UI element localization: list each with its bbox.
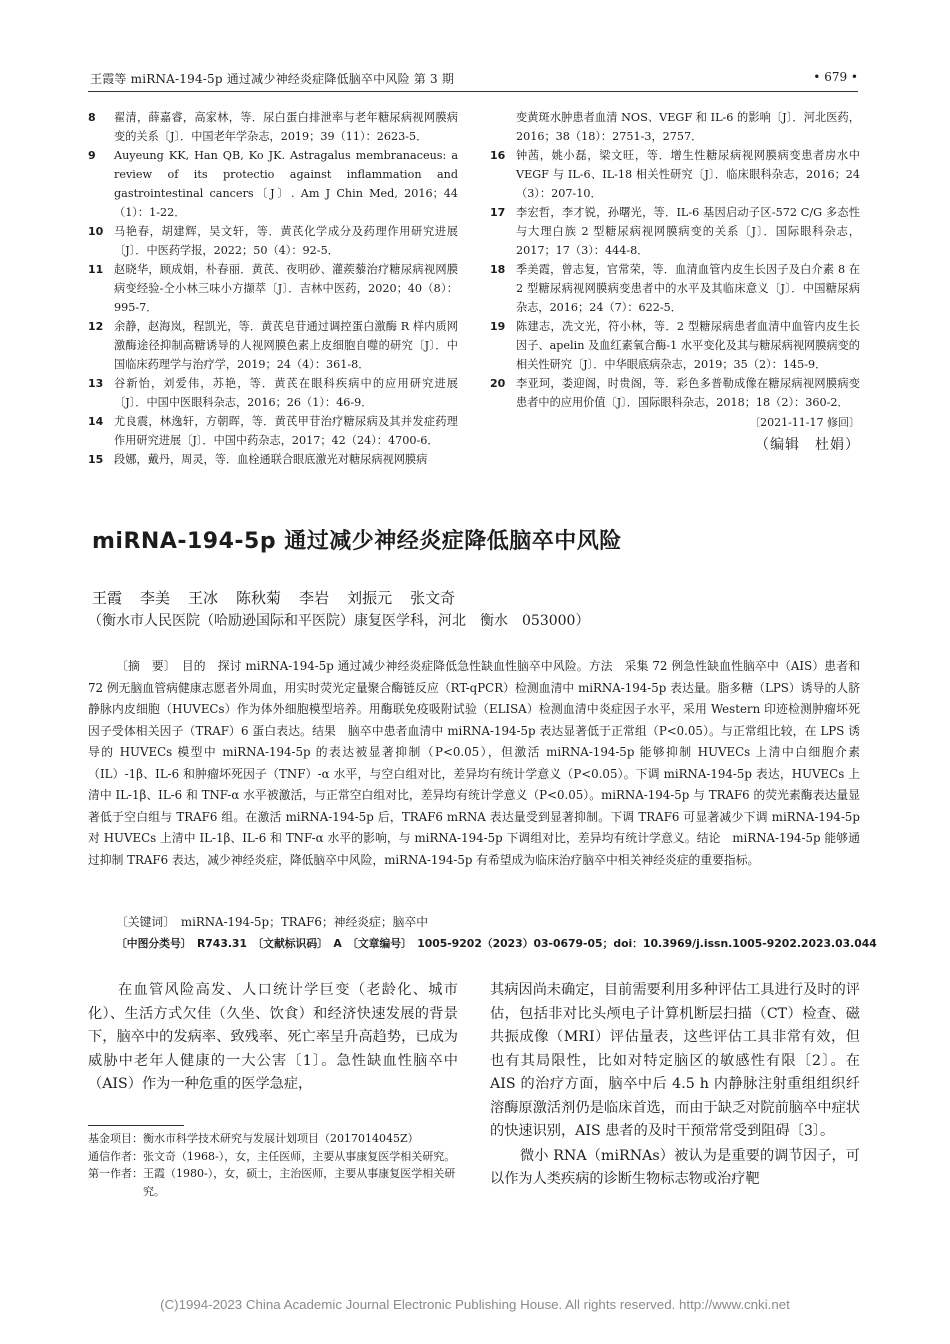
reference-number: 10 <box>88 225 104 238</box>
reference-text: 李亚珂，娄迎阁，时贵阁，等．彩色多普勒成像在糖尿病视网膜病变患者中的应用价值〔J〕．国际眼科杂志，2018；18（2）：360-2． <box>516 377 860 409</box>
reference-number: 9 <box>88 149 96 162</box>
reference-item <box>88 146 458 222</box>
reference-number: 16 <box>490 149 506 162</box>
reference-item <box>490 203 860 260</box>
reference-number: 18 <box>490 263 506 276</box>
author-name: 张文奇 <box>410 589 456 607</box>
reference-item <box>490 317 860 374</box>
author-name: 李美 <box>140 589 171 607</box>
reference-item <box>88 374 458 412</box>
body-paragraph: 其病因尚未确定，目前需要利用多种评估工具进行及时的评估，包括非对比头颅电子计算机断层扫描（CT）检查、磁共振成像（MRI）评估量表，这些评估工具非常有效，但也有其局限性，比如对特定脑区的敏感性有限〔2〕。在 AIS 的治疗方面，脑卒中后 4.5 h 内静脉注射重组组织纤溶酶原激活剂仍是临床首选，而由于缺乏对院前脑卒中症状的快速识别，AIS 患者的及时干预常常受到阻碍〔3〕。 <box>490 982 860 1139</box>
footnote-text: 张文奇（1968-），女，主任医师，主要从事康复医学相关研究。 <box>143 1149 456 1163</box>
reference-item <box>490 374 860 412</box>
references-right-column <box>490 108 860 455</box>
body-text-left: 在血管风险高发、人口统计学巨变（老龄化、城市化）、生活方式欠佳（久坐、饮食）和经济快速发展的背景下，脑卒中的发病率、致残率、死亡率呈升高趋势，已成为威胁中老年人健康的一大公害〔1〕。急性缺血性脑卒中（AIS）作为一种危重的医学急症， <box>88 982 458 1092</box>
reference-item <box>88 317 458 374</box>
abstract: 〔摘 要〕 目的 探讨 miRNA-194-5p 通过减少神经炎症降低急性缺血性脑卒中风险。方法 采集 72 例急性缺血性脑卒中（AIS）患者和 72 例无脑血管病健康志愿者外周血，用实时荧光定量聚合酶链反应（RT-qPCR）检测血清中 miRNA-194-5p 表达量。脂多糖（LPS）诱导的人脐静脉内皮细胞（HUVECs）作为体外细胞模型培养。用酶联免疫吸附试验（ELISA）检测血清中炎症因子水平，采用 Western 印迹检测肿瘤坏死因子受体相关因子（TRAF）6 蛋白表达。结果 脑卒中患者血清中 miRNA-194-5p 表达显著低于正常组（P<0.05）。与正常组比较，在 LPS 诱导的 HUVECs 模型中 miRNA-194-5p 的表达被显著抑制（P<0.05），但激活 miRNA-194-5p 能够抑制 HUVECs 上清中白细胞介素（IL）-1β、IL-6 和肿瘤坏死因子（TNF）-α 水平，与空白组对比，差异均有统计学意义（P<0.05）。下调 miRNA-194-5p 表达，HUVECs 上清中 IL-1β、IL-6 和 TNF-α 水平被激活，与正常空白组对比，差异均有统计学意义（P<0.05）。miRNA-194-5p 与 TRAF6 的荧光素酶表达量显著低于空白组与 TRAF6 组。在激活 miRNA-194-5p 后，TRAF6 mRNA 表达量受到显著抑制。下调 TRAF6 可显著减少下调 miRNA-194-5p 对 HUVECs 上清中 IL-1β、IL-6 和 TNF-α 水平的影响，与 miRNA-194-5p 下调组对比，差异均有统计学意义。结论 miRNA-194-5p 能够通过抑制 TRAF6 表达，减少神经炎症，降低脑卒中风险，miRNA-194-5p 有希望成为临床治疗脑卒中相关神经炎症的重要指标。 <box>88 659 860 867</box>
reference-item <box>88 412 458 450</box>
editor-note: （编辑 杜娟） <box>755 437 860 453</box>
reference-number: 19 <box>490 320 506 333</box>
footnote-item <box>88 1130 463 1148</box>
author-name: 王霞 <box>92 589 123 607</box>
footnote-label: 第一作者： <box>88 1167 143 1180</box>
reference-text: 马艳春，胡建辉，吴文轩，等．黄芪化学成分及药理作用研究进展〔J〕．中医药学报，2022；50（4）：92-5． <box>114 225 458 257</box>
reference-item <box>88 450 458 469</box>
reference-number: 8 <box>88 111 96 124</box>
keywords: 〔关键词〕 miRNA-194-5p；TRAF6；神经炎症；脑卒中 <box>116 915 429 929</box>
reference-number: 12 <box>88 320 104 333</box>
reference-item <box>490 260 860 317</box>
reference-text: 翟清，薛嘉睿，高家林，等．尿白蛋白排泄率与老年糖尿病视网膜病变的关系〔J〕．中国老年学杂志，2019；39（11）：2623-5． <box>114 111 458 143</box>
footnote-item <box>88 1148 463 1166</box>
footnotes <box>88 1130 463 1200</box>
reference-text: Auyeung KK, Han QB, Ko JK. Astragalus membranaceus: a review of its protectio against inflammation and gastrointestinal cancers〔J〕. Am J Chin Med, 2016；44（1）：1-22． <box>114 149 458 219</box>
revised-date: 〔2021-11-17 修回〕 <box>749 416 860 429</box>
author-name: 陈秋菊 <box>236 589 282 607</box>
reference-number: 13 <box>88 377 104 390</box>
affiliation: （衡水市人民医院（哈励逊国际和平医院）康复医学科，河北 衡水 053000） <box>88 613 590 629</box>
classification-info: 〔中图分类号〕 R743.31 〔文献标识码〕 A 〔文章编号〕 1005-9202（2023）03-0679-05；doi：10.3969/j.issn.1005-9202.2023.03.044 <box>116 937 877 950</box>
reference-number: 11 <box>88 263 104 276</box>
reference-item <box>88 260 458 317</box>
reference-text: 谷新怡，刘爱伟，苏艳，等．黄芪在眼科疾病中的应用研究进展〔J〕．中国中医眼科杂志，2016；26（1）：46-9． <box>114 377 458 409</box>
reference-item <box>88 222 458 260</box>
reference-text: 尤良震，林逸轩，方朝晖，等．黄芪甲苷治疗糖尿病及其并发症药理作用研究进展〔J〕．中国中药杂志，2017；42（24）：4700-6． <box>114 415 458 447</box>
author-name: 王冰 <box>188 589 219 607</box>
footnote-text: 王霞（1980-），女，硕士，主治医师，主要从事康复医学相关研究。 <box>143 1167 456 1198</box>
reference-number: 20 <box>490 377 506 390</box>
running-header: 王霞等 miRNA-194-5p 通过减少神经炎症降低脑卒中风险 第 3 期 <box>90 72 455 86</box>
article-title: miRNA-194-5p 通过减少神经炎症降低脑卒中风险 <box>92 529 622 554</box>
reference-number: 17 <box>490 206 506 219</box>
page-number: • 679 • <box>813 70 858 84</box>
reference-text: 段娜，戴丹，周灵，等．血栓通联合眼底激光对糖尿病视网膜病 <box>114 453 428 466</box>
footnote-text: 衡水市科学技术研究与发展计划项目（2017014045Z） <box>143 1132 419 1145</box>
reference-15-continued: 变黄斑水肿患者血清 NOS、VEGF 和 IL-6 的影响〔J〕．河北医药，2016；38（18）：2751-3，2757． <box>516 111 860 143</box>
reference-number: 15 <box>88 453 104 466</box>
author-name: 刘振元 <box>347 589 393 607</box>
footnote-label: 基金项目： <box>88 1132 143 1145</box>
reference-item <box>490 146 860 203</box>
reference-number: 14 <box>88 415 104 428</box>
author-name: 李岩 <box>299 589 330 607</box>
reference-item <box>88 108 458 146</box>
author-list <box>92 587 473 608</box>
footnote-label: 通信作者： <box>88 1149 143 1163</box>
footnote-item <box>88 1165 463 1200</box>
references-left-column <box>88 108 458 469</box>
reference-text: 李宏哲，李才锐，孙曙光，等．IL-6 基因启动子区-572 C/G 多态性与大理白族 2 型糖尿病视网膜病变的关系〔J〕．国际眼科杂志，2017；17（3）：444-8． <box>516 206 860 257</box>
body-text-right <box>490 979 860 1192</box>
reference-text: 余静，赵海岚，程凯光，等．黄芪皂苷通过调控蛋白激酶 R 样内质网激酶途径抑制高糖诱导的人视网膜色素上皮细胞自噬的研究〔J〕．中国临床药理学与治疗学，2019；24（4）：361-8． <box>114 320 458 371</box>
body-paragraph: 微小 RNA（miRNAs）被认为是重要的调节因子，可以作为人类疾病的诊断生物标志物或治疗靶 <box>490 1147 860 1187</box>
reference-text: 赵晓华，顾成娟，朴春丽．黄芪、夜明砂、灌蒺藜治疗糖尿病视网膜病变经验-仝小林三味小方撷萃〔J〕．吉林中医药，2020；40（8）：995-7． <box>114 263 458 314</box>
reference-text: 钟茜，姚小磊，梁文旺，等．增生性糖尿病视网膜病变患者房水中 VEGF 与 IL-6、IL-18 相关性研究〔J〕．临床眼科杂志，2016；24（3）：207-10． <box>516 149 860 200</box>
references-right-list <box>490 146 860 412</box>
footnote-rule <box>88 1125 184 1126</box>
reference-text: 陈建志，冼文光，符小林，等．2 型糖尿病患者血清中血管内皮生长因子、apelin 及血红素氧合酶-1 水平变化及其与糖尿病视网膜病变的相关性研究〔J〕．中华眼底病杂志，2019；35（2）：145-9． <box>516 320 860 371</box>
copyright-notice: (C)1994-2023 China Academic Journal Electronic Publishing House. All rights reserved. http://www.cnki.net <box>160 1297 790 1312</box>
header-rule <box>88 91 858 92</box>
reference-text: 季美霞，曾志复，官常荣，等．血清血管内皮生长因子及白介素 8 在 2 型糖尿病视网膜病变患者中的水平及其临床意义〔J〕．中国糖尿病杂志，2016；24（7）：622-5． <box>516 263 860 314</box>
